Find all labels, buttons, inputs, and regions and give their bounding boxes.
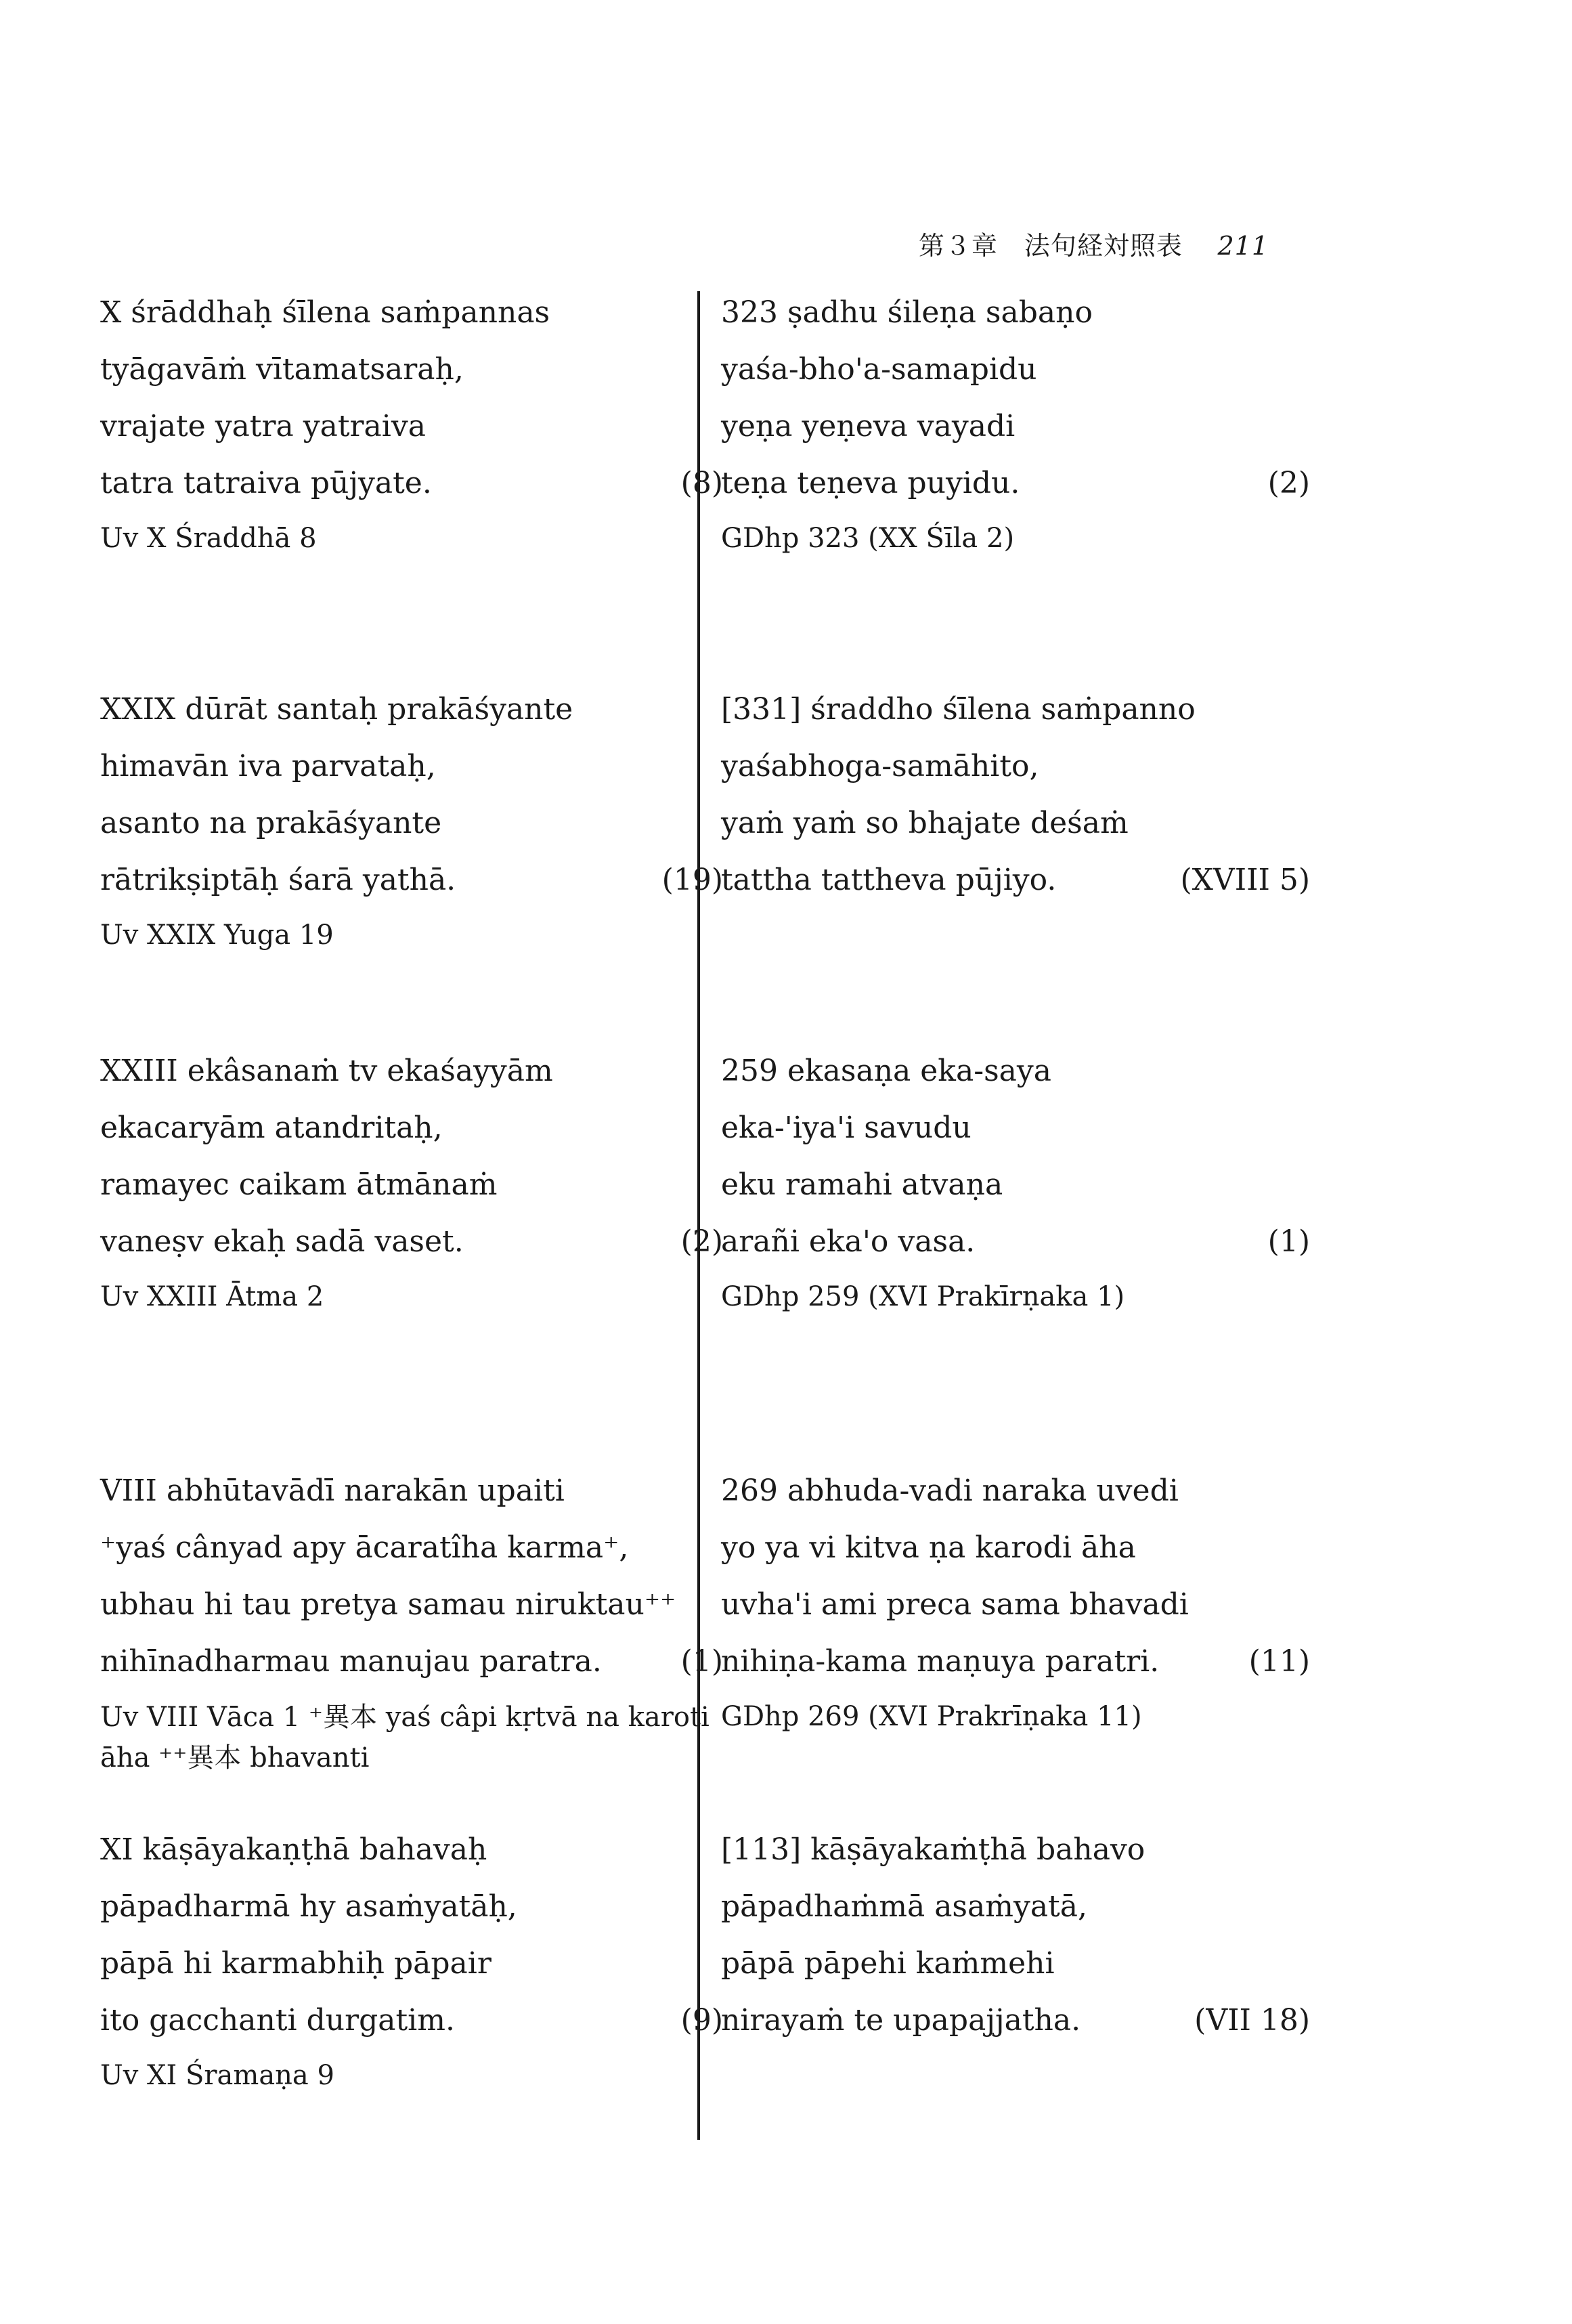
verse-line bbox=[721, 1633, 1310, 1690]
verse-line: [113] kāṣāyakaṁṭhā bahavo bbox=[721, 1832, 1145, 1867]
verse-line bbox=[100, 1213, 723, 1270]
verse-block bbox=[100, 284, 723, 565]
verse-number: (19) bbox=[661, 863, 723, 897]
verse-line: eku ramahi atvaṇa bbox=[721, 1167, 1003, 1202]
verse-block bbox=[721, 681, 1310, 909]
verse-line bbox=[721, 852, 1310, 909]
verse-text: vaneṣv ekaḥ sadā vaset. bbox=[100, 1224, 464, 1259]
verse-block bbox=[721, 1822, 1310, 2049]
verse-line: VIII abhūtavādī narakān upaiti bbox=[100, 1473, 565, 1508]
verse-line: yeṇa yeṇeva vayadi bbox=[721, 409, 1016, 444]
verse-line: 259 ekasaṇa eka-saya bbox=[721, 1054, 1051, 1088]
verse-block bbox=[100, 1463, 723, 1778]
verse-text: nirayaṁ te upapajjatha. bbox=[721, 2003, 1081, 2038]
verse-text: nihīnadharmau manujau paratra. bbox=[100, 1644, 602, 1679]
verse-line: pāpadharmā hy asaṁyatāḥ, bbox=[100, 1889, 517, 1924]
source-citation: Uv XI Śramaṇa 9 bbox=[100, 2060, 334, 2091]
verse-line: [331] śraddho śīlena saṁpanno bbox=[721, 692, 1196, 727]
verse-line bbox=[100, 455, 723, 512]
verse-line bbox=[721, 1213, 1310, 1270]
verse-number: (2) bbox=[680, 1224, 723, 1259]
source-citation: Uv XXIX Yuga 19 bbox=[100, 920, 334, 951]
verse-line: yaṁ yaṁ so bhajate deśaṁ bbox=[721, 806, 1129, 840]
verse-line: ubhau hi tau pretya samau niruktau⁺⁺ bbox=[100, 1587, 676, 1622]
source-citation: Uv X Śraddhā 8 bbox=[100, 523, 317, 554]
verse-text: tatra tatraiva pūjyate. bbox=[100, 466, 432, 500]
page-number: 211 bbox=[1217, 231, 1269, 261]
verse-line: X śrāddhaḥ śīlena saṁpannas bbox=[100, 295, 550, 330]
verse-text: ito gacchanti durgatim. bbox=[100, 2003, 455, 2038]
verse-line bbox=[721, 455, 1310, 512]
verse-line bbox=[100, 852, 723, 909]
verse-number: (8) bbox=[680, 466, 723, 500]
verse-block bbox=[721, 284, 1310, 565]
source-citation: Uv VIII Vāca 1 ⁺異本 yaś câpi kṛtvā na karoti āha ⁺⁺異本 bhavanti bbox=[100, 1702, 709, 1773]
verse-line: 323 ṣadhu śileṇa sabaṇo bbox=[721, 295, 1093, 330]
source-citation: GDhp 259 (XVI Prakīrṇaka 1) bbox=[721, 1281, 1125, 1312]
verse-line: ekacaryām atandritaḥ, bbox=[100, 1111, 443, 1145]
verse-block bbox=[100, 681, 723, 962]
verse-block bbox=[721, 1043, 1310, 1323]
verse-line: pāpā hi karmabhiḥ pāpair bbox=[100, 1946, 492, 1981]
verse-line: XXIX dūrāt santaḥ prakāśyante bbox=[100, 692, 573, 727]
verse-text: tattha tattheva pūjiyo. bbox=[721, 863, 1057, 897]
verse-line: yaśabhoga-samāhito, bbox=[721, 749, 1039, 783]
verse-number: (1) bbox=[1267, 1224, 1310, 1259]
verse-line: uvha'i ami preca sama bhavadi bbox=[721, 1587, 1189, 1622]
verse-number: (VII 18) bbox=[1194, 2003, 1310, 2038]
verse-line: ramayec caikam ātmānaṁ bbox=[100, 1167, 498, 1202]
verse-number: (1) bbox=[680, 1644, 723, 1679]
source-citation: GDhp 269 (XVI Prakrīṇaka 11) bbox=[721, 1701, 1142, 1732]
verse-line: tyāgavāṁ vītamatsaraḥ, bbox=[100, 352, 464, 387]
verse-line: yaśa-bho'a-samapidu bbox=[721, 352, 1037, 387]
verse-line: ⁺yaś cânyad apy ācaratîha karma⁺, bbox=[100, 1530, 629, 1565]
verse-line: himavān iva parvataḥ, bbox=[100, 749, 436, 783]
source-citation: Uv XXIII Ātma 2 bbox=[100, 1281, 324, 1312]
verse-text: arañi eka'o vasa. bbox=[721, 1224, 976, 1259]
verse-number: (11) bbox=[1248, 1644, 1310, 1679]
verse-text: nihiṇa-kama maṇuya paratri. bbox=[721, 1644, 1160, 1679]
verse-line: XXIII ekâsanaṁ tv ekaśayyām bbox=[100, 1054, 553, 1088]
verse-number: (2) bbox=[1267, 466, 1310, 500]
verse-block bbox=[721, 1463, 1310, 1743]
verse-line: eka-'iya'i savudu bbox=[721, 1111, 971, 1145]
verse-line: XI kāṣāyakaṇṭhā bahavaḥ bbox=[100, 1832, 487, 1867]
verse-line: pāpadhaṁmā asaṁyatā, bbox=[721, 1889, 1087, 1924]
verse-line bbox=[100, 1633, 723, 1690]
chapter-title: 第３章 法句経対照表 bbox=[918, 232, 1183, 261]
verse-number: (XVIII 5) bbox=[1180, 863, 1310, 897]
verse-line bbox=[721, 1992, 1310, 2049]
verse-text: rātrikṣiptāḥ śarā yathā. bbox=[100, 863, 456, 897]
verse-block bbox=[100, 1043, 723, 1323]
page-header bbox=[919, 225, 1269, 262]
verse-number: (9) bbox=[680, 2003, 723, 2038]
verse-line: yo ya vi kitva ṇa karodi āha bbox=[721, 1530, 1136, 1565]
verse-text: teṇa teṇeva puyidu. bbox=[721, 466, 1020, 500]
verse-line bbox=[100, 1992, 723, 2049]
source-citation: GDhp 323 (XX Śīla 2) bbox=[721, 523, 1015, 554]
verse-line: 269 abhuda-vadi naraka uvedi bbox=[721, 1473, 1179, 1508]
verse-block bbox=[100, 1822, 723, 2102]
verse-line: asanto na prakāśyante bbox=[100, 806, 442, 840]
verse-line: vrajate yatra yatraiva bbox=[100, 409, 426, 444]
verse-line: pāpā pāpehi kaṁmehi bbox=[721, 1946, 1055, 1981]
